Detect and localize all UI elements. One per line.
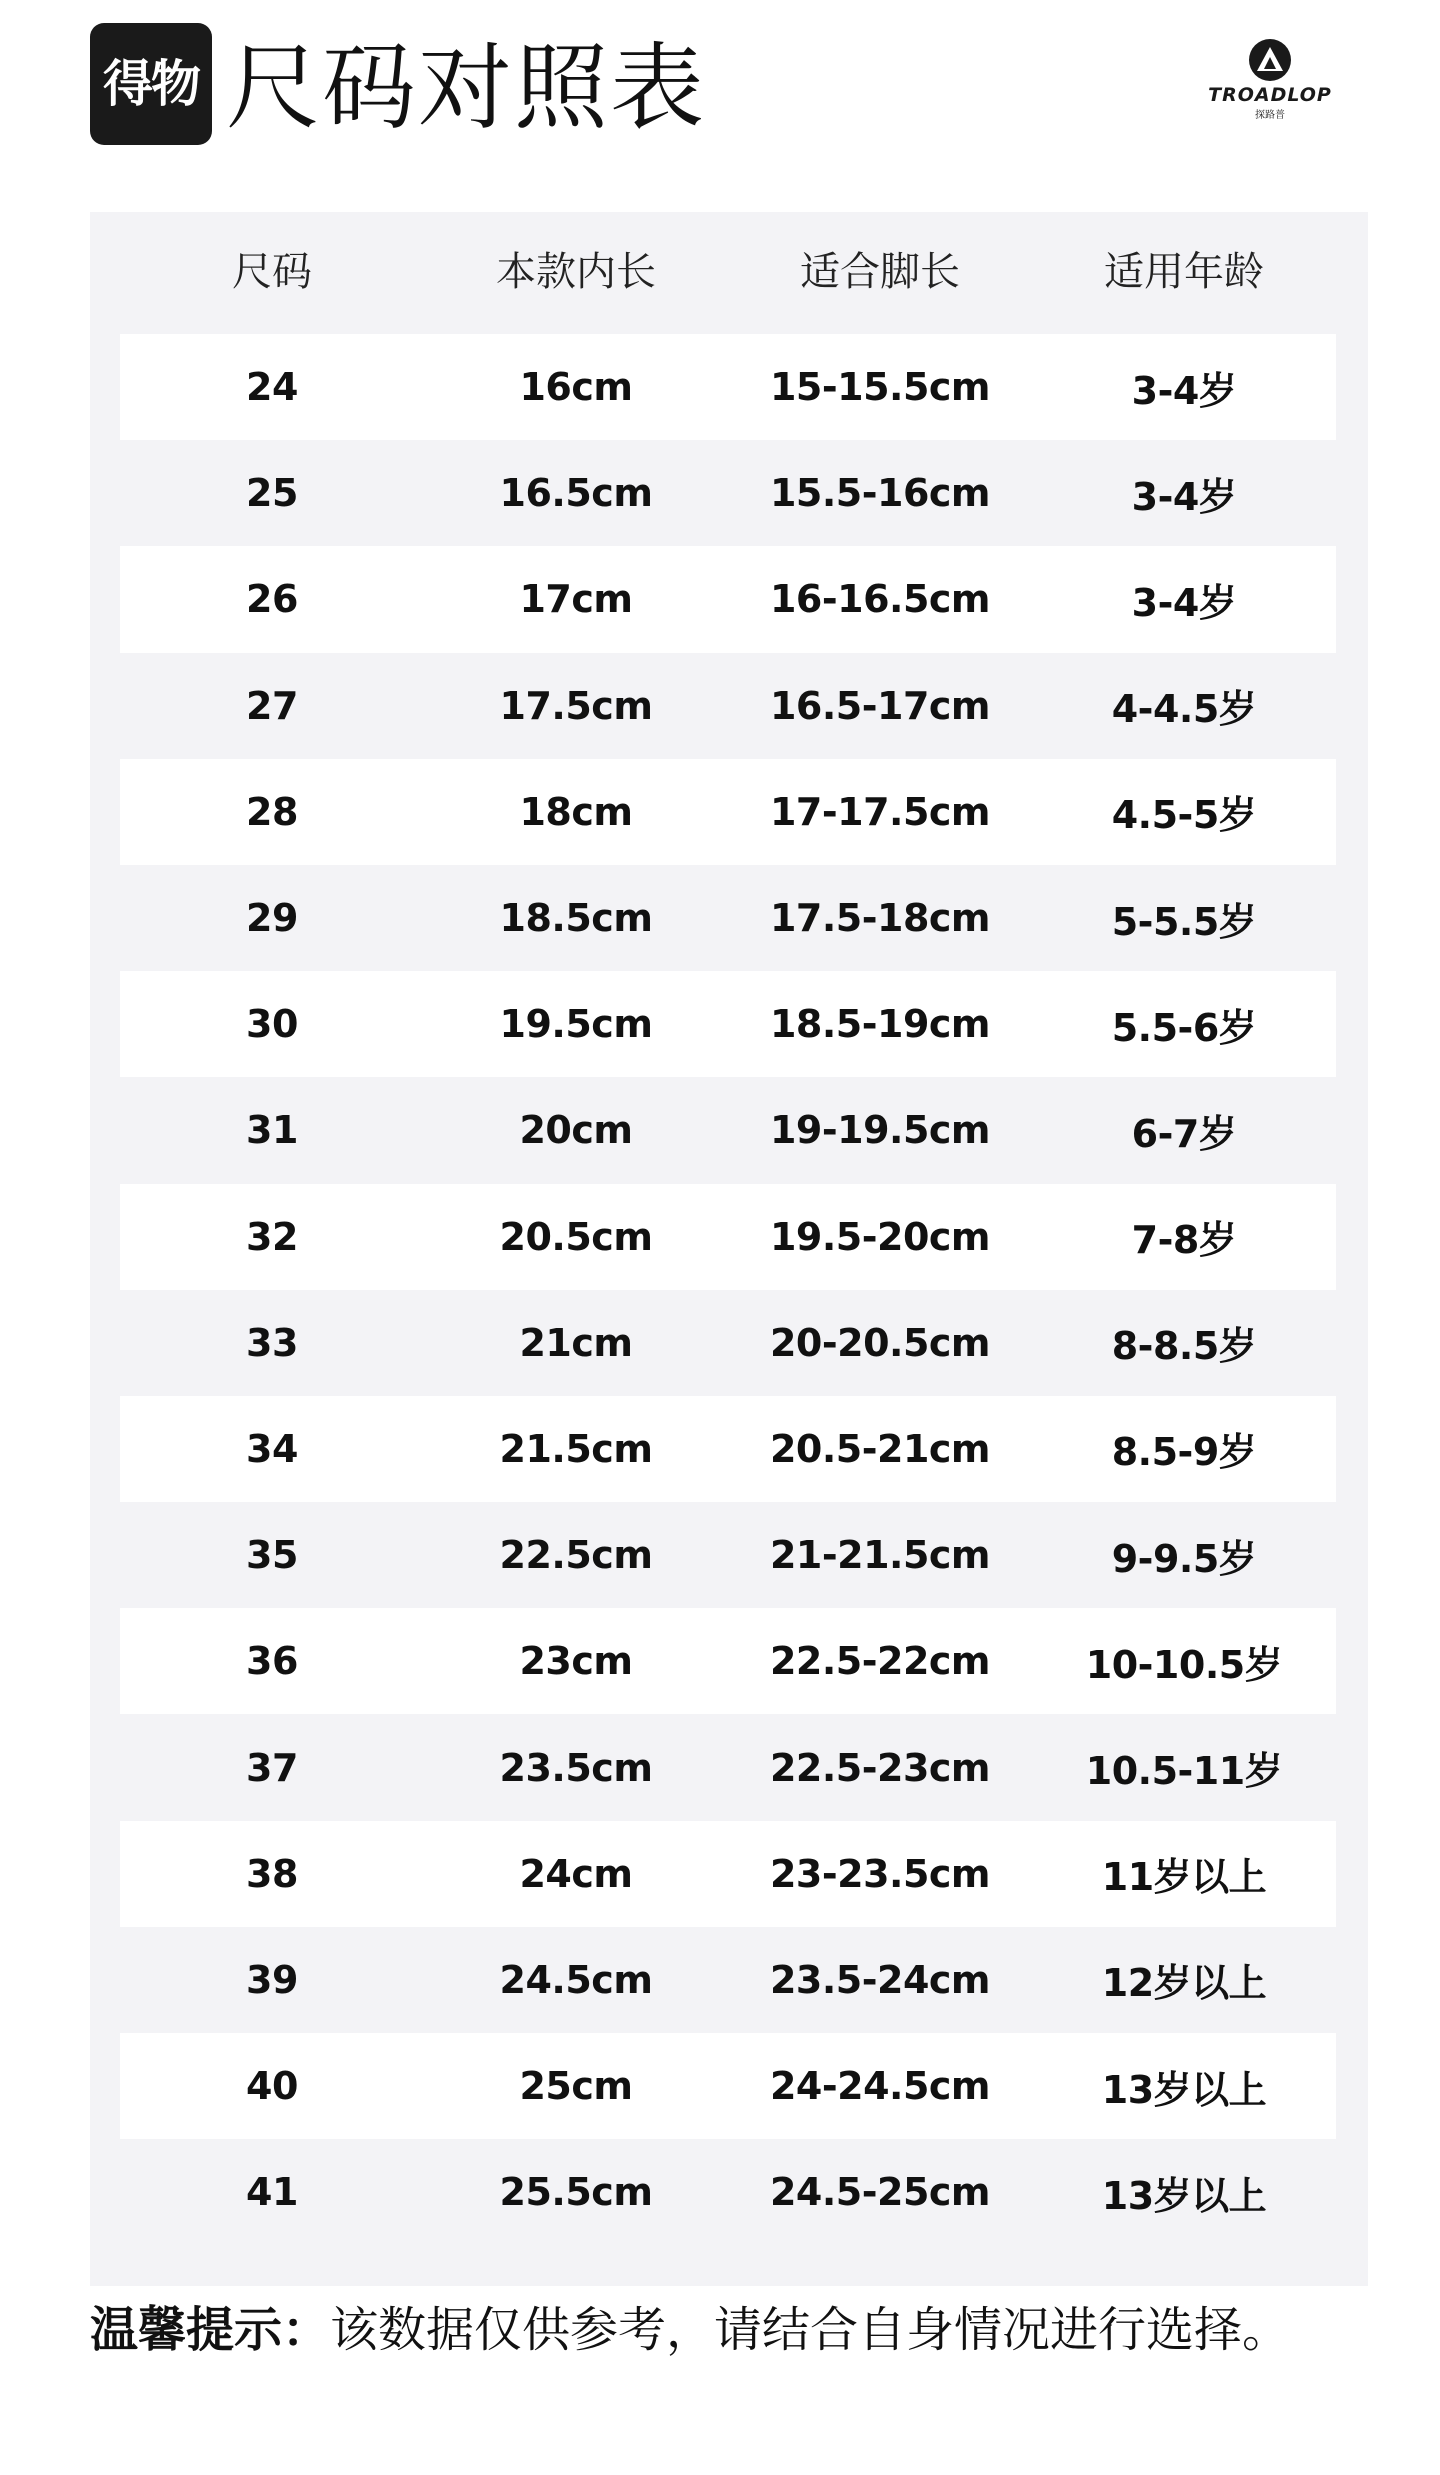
table-row xyxy=(120,1396,1336,1502)
cell-size: 32 xyxy=(246,1214,298,1259)
cell-inner-length: 23cm xyxy=(519,1639,633,1684)
table-row xyxy=(120,1290,1336,1396)
cell-age: 3-4岁 xyxy=(1131,474,1237,519)
cell-foot-length: 15.5-16cm xyxy=(769,471,991,516)
table-row xyxy=(120,546,1336,652)
cell-size: 38 xyxy=(246,1851,298,1896)
table-row xyxy=(120,1184,1336,1290)
cell-size: 24 xyxy=(246,365,298,410)
cell-age: 10-10.5岁 xyxy=(1085,1642,1283,1687)
cell-inner-length: 20cm xyxy=(519,1108,633,1153)
cell-foot-length: 18.5-19cm xyxy=(769,1002,991,1047)
table-row xyxy=(120,1927,1336,2033)
page-header xyxy=(88,22,1352,152)
footer-note xyxy=(90,2290,1390,2370)
cell-size: 26 xyxy=(246,577,298,622)
cell-inner-length: 24.5cm xyxy=(499,1957,653,2002)
cell-inner-length: 16cm xyxy=(519,365,633,410)
cell-foot-length: 17.5-18cm xyxy=(769,896,991,941)
cell-foot-length: 22.5-22cm xyxy=(769,1639,991,1684)
cell-inner-length: 25cm xyxy=(519,2064,633,2109)
cell-foot-length: 21-21.5cm xyxy=(769,1533,991,1578)
cell-size: 28 xyxy=(246,789,298,834)
cell-size: 40 xyxy=(246,2064,298,2109)
cell-foot-length: 22.5-23cm xyxy=(769,1745,991,1790)
cell-size: 31 xyxy=(246,1108,298,1153)
cell-foot-length: 19.5-20cm xyxy=(769,1214,991,1259)
cell-foot-length: 23.5-24cm xyxy=(769,1957,991,2002)
table-body xyxy=(120,334,1336,2245)
cell-inner-length: 25.5cm xyxy=(499,2170,653,2215)
cell-inner-length: 18.5cm xyxy=(499,896,653,941)
cell-size: 37 xyxy=(246,1745,298,1790)
table-row xyxy=(120,1714,1336,1820)
cell-age: 13岁以上 xyxy=(1101,2067,1267,2112)
table-row xyxy=(120,1608,1336,1714)
cell-foot-length: 24-24.5cm xyxy=(769,2064,991,2109)
cell-age: 4-4.5岁 xyxy=(1111,687,1257,732)
brand-badge: 得物 xyxy=(90,23,212,145)
cell-foot-length: 24.5-25cm xyxy=(769,2170,991,2215)
table-row xyxy=(120,971,1336,1077)
cell-inner-length: 17cm xyxy=(519,577,633,622)
cell-age: 11岁以上 xyxy=(1101,1855,1267,1900)
table-row xyxy=(120,440,1336,546)
cell-age: 8.5-9岁 xyxy=(1111,1430,1257,1475)
cell-inner-length: 16.5cm xyxy=(499,471,653,516)
cell-age: 7-8岁 xyxy=(1131,1218,1237,1263)
cell-inner-length: 17.5cm xyxy=(499,683,653,728)
cell-inner-length: 24cm xyxy=(519,1851,633,1896)
cell-size: 29 xyxy=(246,896,298,941)
cell-age: 8-8.5岁 xyxy=(1111,1324,1257,1369)
cell-age: 10.5-11岁 xyxy=(1085,1749,1283,1794)
cell-foot-length: 17-17.5cm xyxy=(769,789,991,834)
cell-age: 13岁以上 xyxy=(1101,2173,1267,2218)
cell-foot-length: 16-16.5cm xyxy=(769,577,991,622)
cell-size: 35 xyxy=(246,1533,298,1578)
cell-inner-length: 19.5cm xyxy=(499,1002,653,1047)
table-row xyxy=(120,2139,1336,2245)
size-chart-table xyxy=(90,212,1368,2286)
logo-subtext: 探路普 xyxy=(1255,110,1285,121)
table-row xyxy=(120,1502,1336,1608)
logo-wordmark: TROADLOP xyxy=(1208,84,1332,106)
mountain-logo-icon xyxy=(1248,38,1292,82)
footer-text: 该数据仅供参考，请结合自身情况进行选择。 xyxy=(330,2302,1291,2358)
cell-size: 41 xyxy=(246,2170,298,2215)
cell-age: 12岁以上 xyxy=(1101,1961,1267,2006)
cell-foot-length: 19-19.5cm xyxy=(769,1108,991,1153)
cell-age: 4.5-5岁 xyxy=(1111,793,1257,838)
cell-age: 3-4岁 xyxy=(1131,580,1237,625)
cell-size: 33 xyxy=(246,1320,298,1365)
cell-inner-length: 22.5cm xyxy=(499,1533,653,1578)
cell-size: 34 xyxy=(246,1426,298,1471)
cell-age: 3-4岁 xyxy=(1131,368,1237,413)
cell-inner-length: 20.5cm xyxy=(499,1214,653,1259)
cell-age: 9-9.5岁 xyxy=(1111,1536,1257,1581)
header-foot-length: 适合脚长 xyxy=(800,249,960,295)
cell-size: 27 xyxy=(246,683,298,728)
cell-foot-length: 20-20.5cm xyxy=(769,1320,991,1365)
table-row xyxy=(120,1077,1336,1183)
cell-inner-length: 18cm xyxy=(519,789,633,834)
table-header xyxy=(120,212,1336,332)
cell-size: 30 xyxy=(246,1002,298,1047)
cell-inner-length: 21.5cm xyxy=(499,1426,653,1471)
cell-inner-length: 21cm xyxy=(519,1320,633,1365)
table-row xyxy=(120,334,1336,440)
cell-inner-length: 23.5cm xyxy=(499,1745,653,1790)
cell-size: 25 xyxy=(246,471,298,516)
table-row xyxy=(120,865,1336,971)
footer-label: 温馨提示： xyxy=(90,2302,331,2358)
cell-foot-length: 20.5-21cm xyxy=(769,1426,991,1471)
cell-foot-length: 23-23.5cm xyxy=(769,1851,991,1896)
cell-size: 36 xyxy=(246,1639,298,1684)
cell-age: 5.5-6岁 xyxy=(1111,1005,1257,1050)
header-size: 尺码 xyxy=(232,249,312,295)
table-row xyxy=(120,1821,1336,1927)
cell-age: 6-7岁 xyxy=(1131,1111,1237,1156)
page-title: 尺码对照表 xyxy=(226,34,707,143)
table-row xyxy=(120,2033,1336,2139)
cell-age: 5-5.5岁 xyxy=(1111,899,1257,944)
brand-logo xyxy=(1200,38,1340,148)
table-row xyxy=(120,653,1336,759)
header-inner-length: 本款内长 xyxy=(496,249,656,295)
table-row xyxy=(120,759,1336,865)
cell-foot-length: 16.5-17cm xyxy=(769,683,991,728)
cell-foot-length: 15-15.5cm xyxy=(769,365,991,410)
cell-size: 39 xyxy=(246,1957,298,2002)
header-age: 适用年龄 xyxy=(1104,249,1264,295)
